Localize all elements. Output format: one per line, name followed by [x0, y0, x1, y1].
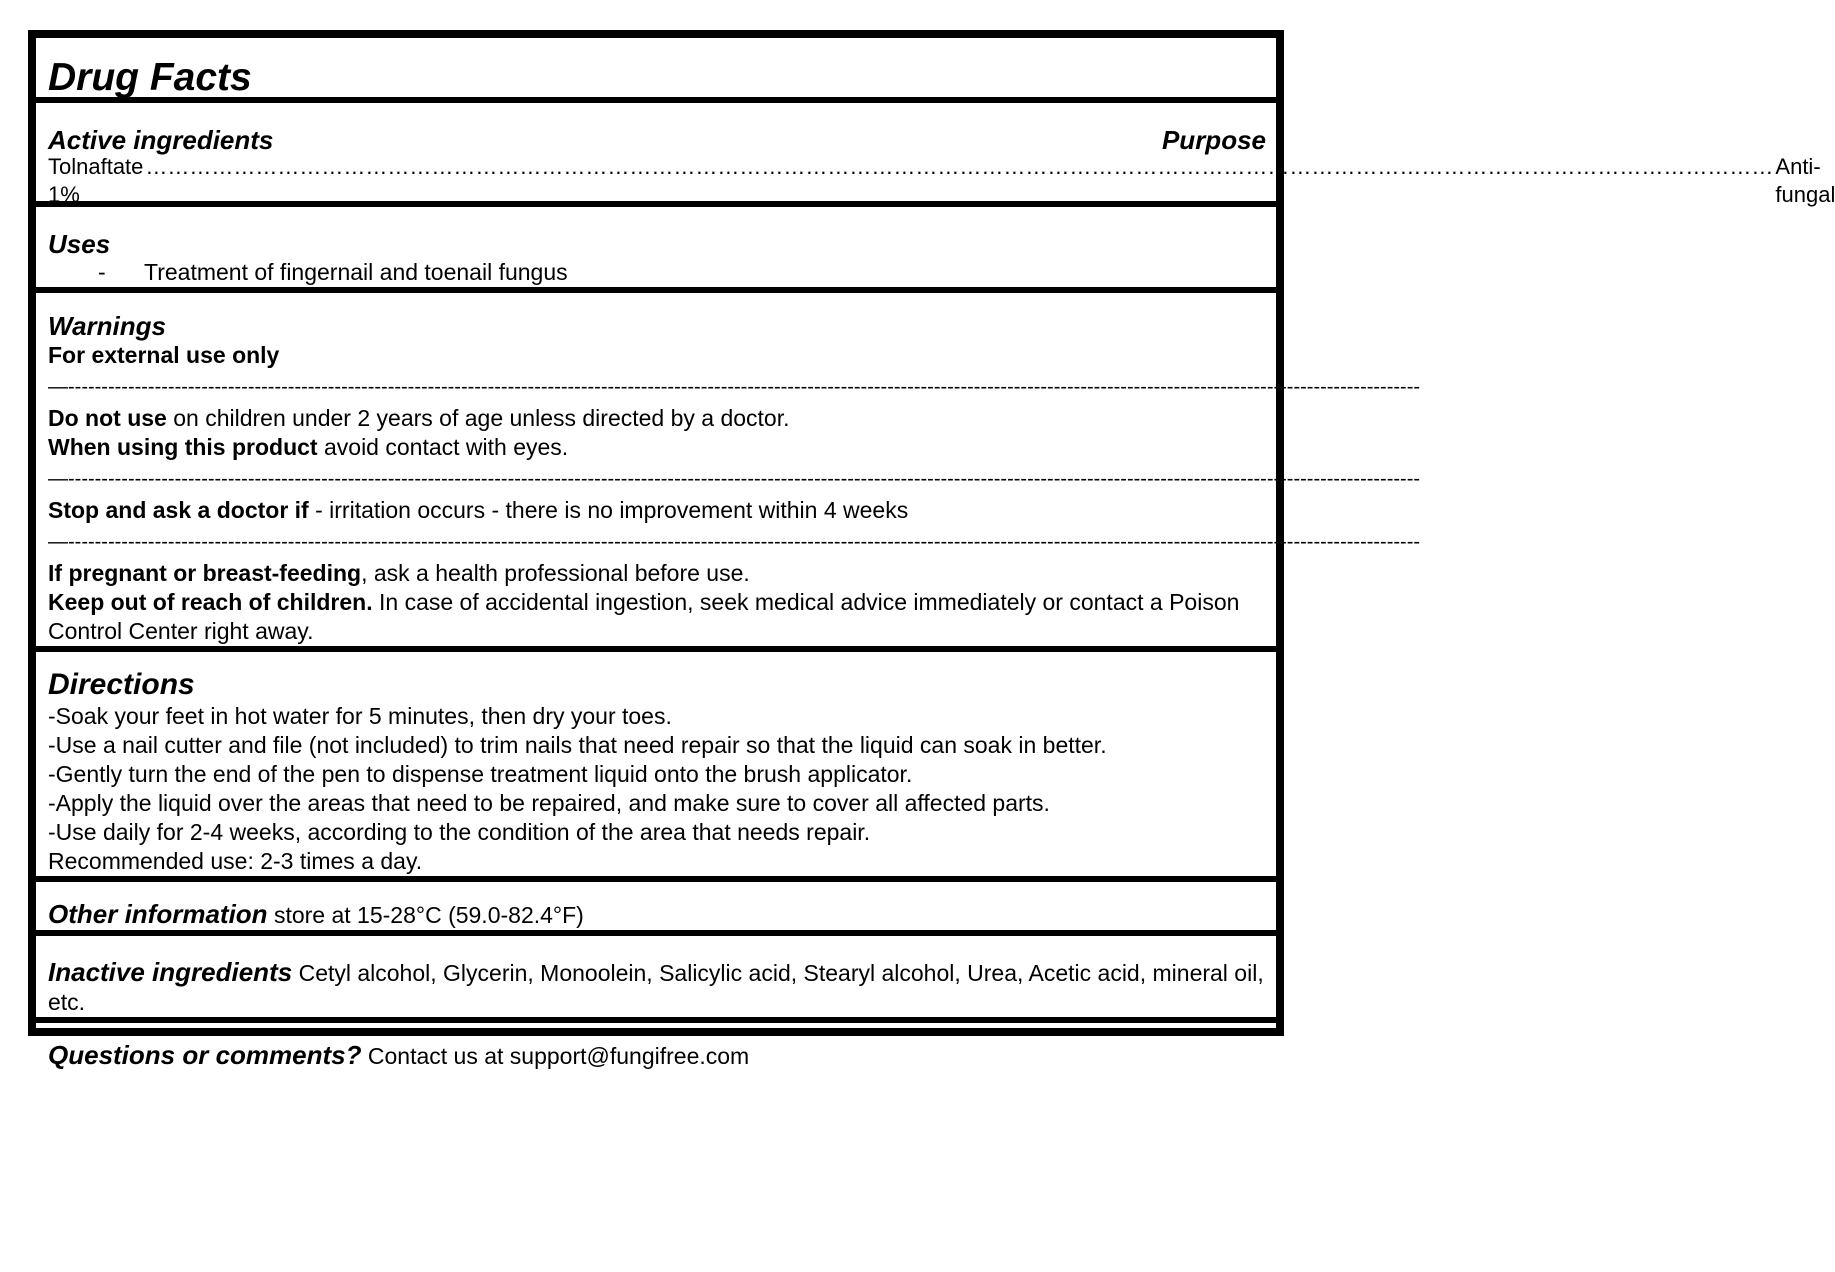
- direction-line: -Soak your feet in hot water for 5 minutes, then dry your toes.: [48, 703, 672, 729]
- questions-heading: Questions or comments?: [48, 1040, 362, 1070]
- active-ingredients-section: [36, 97, 1835, 207]
- inactive-ingredients-heading: Inactive ingredients: [48, 957, 293, 987]
- stop-label: Stop and ask a doctor if: [48, 497, 309, 523]
- ingredient-name: Tolnaftate 1%: [48, 154, 144, 207]
- drug-facts-label: [28, 30, 1835, 1070]
- pregnant-line: [48, 559, 1266, 588]
- warnings-section: [36, 287, 1421, 646]
- direction-line: -Use a nail cutter and file (not included) to trim nails that need repair so that the liquid can soak in better.: [48, 732, 1107, 758]
- inactive-ingredients-text: Cetyl alcohol, Glycerin, Monoolein, Salicylic acid, Stearyl alcohol, Urea, Acetic acid, mineral oil, etc.: [48, 960, 1264, 1015]
- dashed-divider: —-----------------------------------------------------------------------------------------------------------------------------------------------------------------------------------------------------------: [48, 376, 1421, 398]
- other-information-line: [48, 900, 1266, 930]
- stop-text: - irritation occurs - there is no improvement within 4 weeks: [308, 497, 909, 523]
- warnings-heading: Warnings: [48, 311, 166, 341]
- direction-line: -Gently turn the end of the pen to dispense treatment liquid onto the brush applicator.: [48, 761, 913, 787]
- bullet-dash: -: [98, 259, 106, 285]
- dot-leader: ……………………………………………………………………………………………………………………………………………………………………………………………………: [145, 154, 1774, 179]
- pregnant-label: If pregnant or breast-feeding: [48, 560, 362, 586]
- when-using-text: avoid contact with eyes.: [317, 434, 569, 460]
- use-text: Treatment of fingernail and toenail fungus: [144, 259, 568, 285]
- questions-section: [36, 1017, 1276, 1071]
- page-title: Drug Facts: [48, 56, 252, 99]
- ingredient-purpose: Anti-fungal: [1775, 154, 1835, 207]
- external-use-text: For external use only: [48, 342, 280, 368]
- keep-out-label: Keep out of reach of children.: [48, 589, 373, 615]
- other-information-text: store at 15-28°C (59.0-82.4°F): [267, 902, 584, 928]
- questions-text: Contact us at support@fungifree.com: [361, 1043, 750, 1069]
- uses-heading: Uses: [48, 229, 111, 259]
- when-using-line: [48, 433, 1266, 462]
- direction-line: Recommended use: 2-3 times a day.: [48, 848, 423, 874]
- uses-section: [36, 201, 1276, 287]
- inactive-ingredients-section: [36, 930, 1276, 1017]
- directions-heading: Directions: [48, 668, 195, 701]
- do-not-use-label: Do not use: [48, 405, 167, 431]
- inactive-ingredients-line: [48, 958, 1266, 1017]
- when-using-label: When using this product: [48, 434, 318, 460]
- keep-out-text: In case of accidental ingestion, seek medical advice immediately or contact a Poison Control Center right away.: [48, 589, 1240, 644]
- pregnant-text: , ask a health professional before use.: [361, 560, 750, 586]
- other-information-section: [36, 876, 1276, 930]
- use-item: [48, 257, 1266, 287]
- active-ingredients-header: [48, 127, 1266, 153]
- dashed-divider: —-----------------------------------------------------------------------------------------------------------------------------------------------------------------------------------------------------------: [48, 468, 1421, 490]
- direction-line: -Use daily for 2-4 weeks, according to the condition of the area that needs repair.: [48, 819, 871, 845]
- direction-line: -Apply the liquid over the areas that need to be repaired, and make sure to cover all affected parts.: [48, 790, 1050, 816]
- questions-line: [48, 1041, 1266, 1071]
- do-not-use-line: [48, 404, 1266, 433]
- purpose-heading: Purpose: [1161, 125, 1266, 155]
- dashed-divider: —-----------------------------------------------------------------------------------------------------------------------------------------------------------------------------------------------------------: [48, 531, 1421, 553]
- do-not-use-text: on children under 2 years of age unless directed by a doctor.: [166, 405, 790, 431]
- title-section: [36, 38, 1276, 97]
- other-information-heading: Other information: [48, 899, 268, 929]
- keep-out-line: [48, 588, 1266, 646]
- stop-line: [48, 496, 1266, 525]
- active-ingredients-heading: Active ingredients: [48, 125, 274, 155]
- directions-section: [36, 646, 1276, 876]
